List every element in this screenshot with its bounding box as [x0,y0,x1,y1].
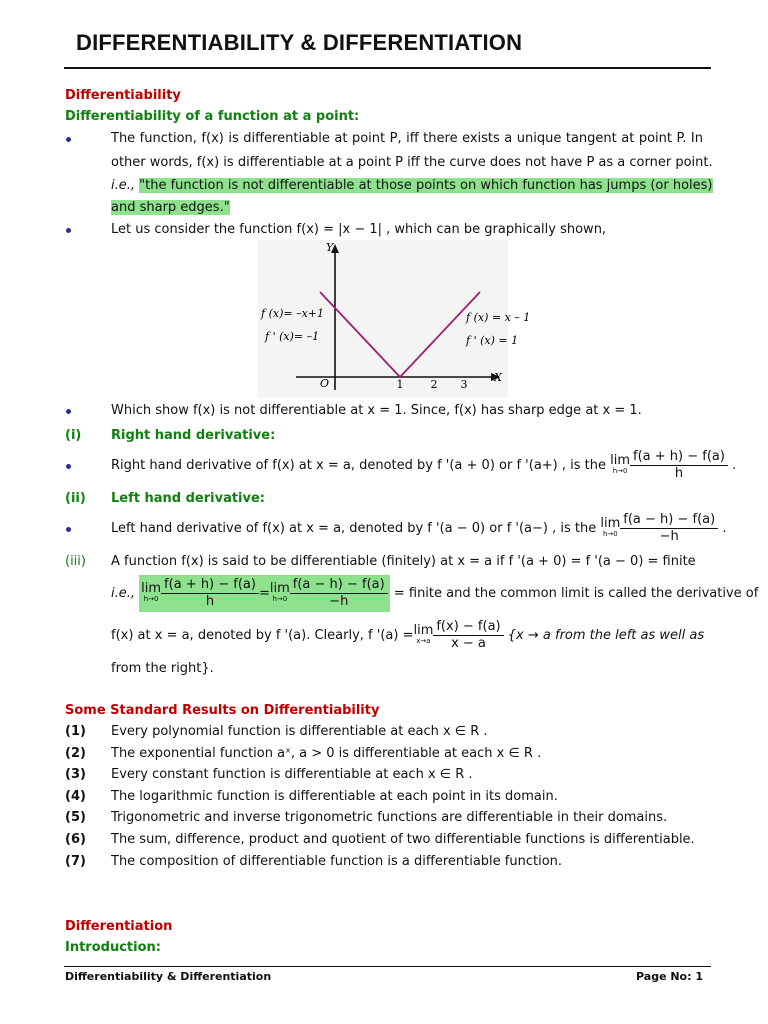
item-label: (iii) [65,554,86,569]
denominator: −h [329,594,349,609]
right-function-label: f (x) = x – 1 [466,311,531,324]
lhd-heading: Left hand derivative: [111,491,266,506]
left-function-label: f (x)= –x+1 [261,307,324,320]
denominator: h [205,594,215,609]
paragraph-line: Let us consider the function f(x) = |x − 1| , which can be graphically shown, [111,222,607,237]
paragraph-line: Which show f(x) is not differentiable at x = 1. Since, f(x) has sharp edge at x = 1. [111,403,642,418]
fraction [630,449,728,482]
limit-operator [600,515,621,540]
result-text: The exponential function aˣ, a > 0 is differentiable at each x ∈ R . [111,745,542,761]
iii-line3-text: f(x) at x = a, denoted by f '(a). Clearly, f '(a) = [111,628,414,643]
lim-text: lim [413,622,434,638]
period: . [722,521,727,536]
limit-operator [269,580,290,605]
section-subheading: Introduction: [65,940,161,955]
numerator: f(a + h) − f(a) [630,449,728,466]
result-text: Every constant function is differentiable at each x ∈ R . [111,767,473,783]
result-number: (6) [65,832,86,847]
section-heading: Differentiability [65,88,181,103]
lim-subscript: h→0 [602,529,618,538]
x-tick-label: 1 [396,378,404,391]
iii-line3-text: {x → a from the left as well as [507,628,705,643]
numerator: f(a + h) − f(a) [161,577,259,594]
rhd-heading: Right hand derivative: [111,428,276,443]
fraction [290,577,388,610]
result-number: (3) [65,767,86,783]
paragraph-line: other words, f(x) is differentiable at a point P iff the curve does not have P as a corner point. [111,155,713,170]
bullet-icon [66,527,71,532]
right-derivative-label: f ' (x) = 1 [466,334,519,347]
section-subheading: Differentiability of a function at a point: [65,109,360,124]
x-axis-label: X [494,371,502,384]
rhd-definition [111,449,736,482]
footer-title: Differentiability & Differentiation [65,970,272,983]
result-text: The logarithmic function is differentiable at each point in its domain. [111,788,558,804]
lim-subscript: h→0 [612,466,628,475]
equals-sign: = [258,586,270,601]
footer-rule [64,966,711,967]
result-number: (5) [65,810,86,826]
paragraph-line [111,178,713,193]
item-label: (i) [65,428,82,443]
lhd-definition [111,512,726,545]
page-number: Page No: 1 [636,970,703,983]
lim-text: lim [600,515,621,531]
lim-subscript: x→a [416,636,431,645]
numerator: f(a − h) − f(a) [620,512,718,529]
denominator: x − a [451,636,486,651]
iii-line3 [111,618,704,654]
numerator: f(x) − f(a) [433,619,503,636]
highlighted-quote-end: and sharp edges." [111,200,230,215]
origin-label: O [320,377,330,390]
fraction [620,512,718,545]
abs-function-graph [258,240,531,398]
result-number: (2) [65,745,86,761]
y-axis-label: Y [326,241,334,254]
x-tick-label: 3 [460,378,468,391]
result-number: (7) [65,853,86,869]
lim-text: lim [269,580,290,596]
left-derivative-label: f ' (x)= –1 [265,330,320,343]
lim-text: lim [141,580,162,596]
denominator: h [674,466,684,481]
section-heading: Differentiation [65,919,173,934]
fraction [433,619,503,652]
lhd-text: Left hand derivative of f(x) at x = a, denoted by f '(a − 0) or f '(a−) , is the [111,521,597,536]
paragraph-line [111,200,230,215]
ie-label: i.e., [111,586,136,601]
x-tick-label: 2 [430,378,438,391]
item-label: (ii) [65,491,86,506]
iii-line4: from the right}. [111,661,214,676]
lim-subscript: h→0 [272,594,288,603]
bullet-icon [66,464,71,469]
iii-line2-text: = finite and the common limit is called the derivative of [393,586,759,601]
highlighted-limits [139,575,390,612]
limit-operator [141,580,162,605]
denominator: −h [659,529,679,544]
bullet-icon [66,228,71,233]
rhd-text: Right hand derivative of f(x) at x = a, denoted by f '(a + 0) or f '(a+) , is the [111,458,606,473]
page-title: DIFFERENTIABILITY & DIFFERENTIATION [76,30,523,55]
iii-line1: A function f(x) is said to be differentiable (finitely) at x = a if f '(a + 0) = f '(a − 0) = finite [111,554,696,569]
limit-operator [413,622,434,647]
result-number: (1) [65,724,86,739]
paragraph-line: The function, f(x) is differentiable at point P, iff there exists a unique tangent at point P. In [111,131,703,146]
title-rule [64,67,711,69]
highlighted-quote: "the function is not differentiable at those points on which function has jumps (or holes) [139,178,713,193]
result-number: (4) [65,788,86,804]
results-heading: Some Standard Results on Differentiability [65,703,380,718]
lim-text: lim [610,452,631,468]
period: . [732,458,737,473]
result-text: The sum, difference, product and quotient of two differentiable functions is differentiable. [111,832,695,847]
result-text: The composition of differentiable function is a differentiable function. [111,853,563,869]
result-text: Trigonometric and inverse trigonometric functions are differentiable in their domains. [111,810,668,826]
limit-operator [610,452,631,477]
fraction [161,577,259,610]
bullet-icon [66,137,71,142]
result-text: Every polynomial function is differentiable at each x ∈ R . [111,724,488,739]
ie-label: i.e., [111,178,136,193]
iii-line2 [111,574,758,614]
numerator: f(a − h) − f(a) [290,577,388,594]
lim-subscript: h→0 [143,594,159,603]
bullet-icon [66,409,71,414]
